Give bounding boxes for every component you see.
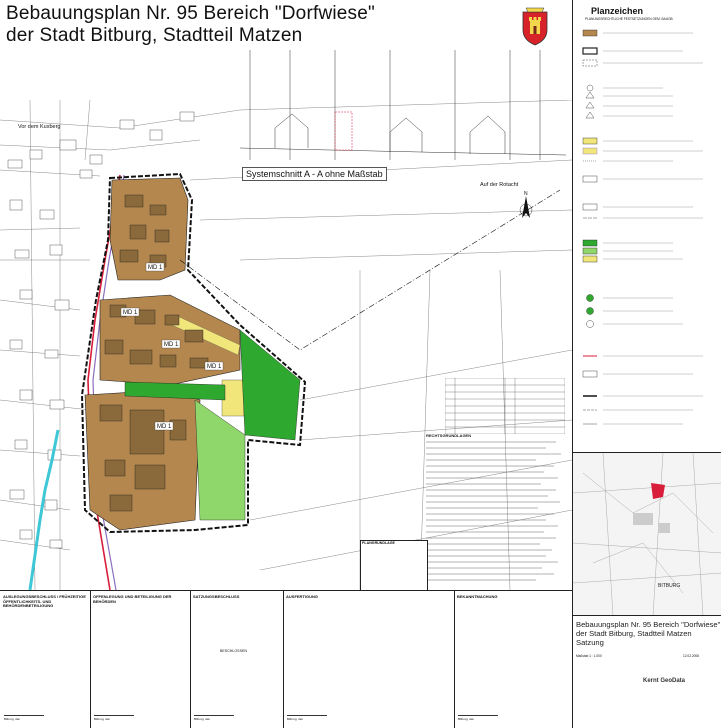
note-heading: PLANGRUNDLAGE: [362, 541, 395, 545]
procedure-column: [454, 591, 573, 728]
zone-label: MD 1: [148, 265, 163, 271]
info-title-line-1: Bebauungsplan Nr. 95 Bereich "Dorfwiese": [576, 620, 721, 629]
procedure-heading: SATZUNGSBESCHLUSS: [193, 594, 240, 599]
signature-line: Bitburg, den: [287, 715, 327, 722]
beschlossen-label: BESCHLOSSEN: [220, 649, 247, 653]
procedure-column: [283, 591, 455, 728]
legend-panel: [572, 0, 721, 452]
zone-label: MD 1: [164, 342, 179, 348]
title-block: [572, 615, 721, 728]
firm-block: [643, 678, 719, 723]
zone-label: MD 1: [157, 424, 172, 430]
legend-subtitle: PLANUNGSRECHTLICHE FESTSETZUNGEN GEM. BAUGB: [585, 17, 673, 21]
title-line-2: der Stadt Bitburg, Stadtteil Matzen: [6, 25, 303, 46]
signature-line: Bitburg, den: [94, 715, 134, 722]
procedure-heading: BEKANNTMACHUNG: [457, 594, 498, 599]
procedure-column: [0, 591, 91, 728]
abbreviation-table: [445, 378, 565, 434]
procedure-column: [90, 591, 191, 728]
date-value: 12.02.2008: [683, 654, 699, 658]
street-label: Vor dem Kuxberg: [18, 124, 61, 130]
north-arrow-icon: [520, 191, 532, 218]
info-title-line-3: Satzung: [576, 638, 604, 647]
procedure-heading: OFFENLEGUNG UND BETEILIGUNG DER BEHÖRDEN: [93, 594, 172, 604]
procedure-strip: [0, 590, 572, 728]
zone-label: MD 1: [123, 310, 138, 316]
svg-text:N: N: [524, 191, 528, 197]
signature-line: Bitburg, den: [194, 715, 234, 722]
procedure-column: [190, 591, 284, 728]
firm-name: Kernt GeoData: [643, 678, 686, 684]
info-title-line-2: der Stadt Bitburg, Stadtteil Matzen: [576, 629, 692, 638]
legal-text-lines: [426, 438, 566, 586]
locator-label: BITBURG: [658, 583, 681, 589]
legend-title: Planzeichen: [591, 6, 644, 16]
locator-map: [572, 452, 721, 616]
zone-label: MD 1: [207, 364, 222, 370]
procedure-heading: AUSLEGUNGSBESCHLUSS / FRÜHZEITIGE ÖFFENTLICHKEITS- UND BEHÖRDENBETEILIGUNG: [3, 594, 86, 609]
title-line-1: Bebauungsplan Nr. 95 Bereich "Dorfwiese": [6, 3, 375, 24]
procedure-heading: AUSFERTIGUNG: [286, 594, 318, 599]
section-label: Systemschnitt A - A ohne Maßstab: [242, 167, 387, 181]
legal-heading: RECHTSGRUNDLAGEN: [426, 434, 472, 438]
plan-basis-note: [360, 540, 428, 592]
street-label: Auf der Rotacht: [480, 182, 519, 188]
legal-basis-text: [426, 434, 570, 590]
scale-value: Maßstab 1 : 1.000: [576, 654, 602, 658]
signature-line: Bitburg, den: [4, 715, 44, 722]
legend-symbols: [573, 26, 721, 446]
cross-section-drawing: [240, 40, 566, 185]
signature-line: Bitburg, den: [458, 715, 498, 722]
